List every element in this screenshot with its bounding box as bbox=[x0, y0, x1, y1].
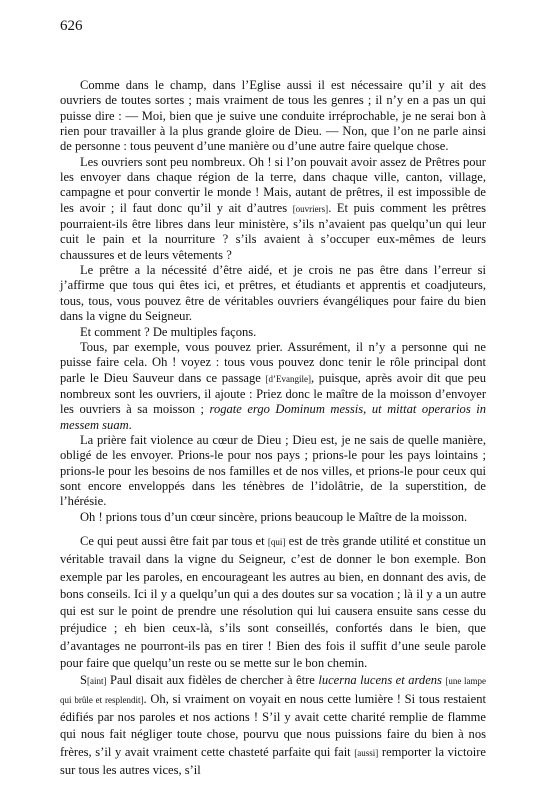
body-text bbox=[60, 78, 486, 779]
paragraph bbox=[60, 340, 486, 433]
editorial-insertion: [aussi] bbox=[354, 747, 379, 758]
page-number: 626 bbox=[60, 18, 83, 34]
latin-quote: rogate ergo Dominum messis, ut mittat operarios in messem suam bbox=[60, 402, 486, 432]
latin-quote: lucerna lucens et ardens bbox=[318, 673, 442, 688]
editorial-insertion: [une lampe qui brûle et resplendit] bbox=[60, 676, 487, 705]
text-run: Oh ! prions tous d’un cœur sincère, prions beaucoup le Maître de la moisson. bbox=[80, 509, 468, 524]
text-run: La prière fait violence au cœur de Dieu ; Dieu est, je ne sais de quelle manière, obligé de les envoyer. Prions-le pour nos pays ; prions-le pour les pays lointains ; prions-le pour les besoins de nos familles et de nos villes, et prions-le pour ceux qui sont encore enveloppés dans les ténèbres de l’idolâtrie, de la superstition, de l’hérésie. bbox=[60, 432, 486, 509]
paragraph bbox=[60, 510, 486, 525]
paragraph bbox=[60, 155, 486, 263]
editorial-insertion: [aint] bbox=[86, 676, 107, 687]
paragraph bbox=[60, 78, 486, 155]
text-run: , puisque, après avoir dit que peu nombreux sont les ouvriers, il ajoute : Priez donc le maître de la moisson d’envoyer les ouvriers à sa moisson ; bbox=[60, 370, 486, 417]
editorial-insertion: [d’Evangile] bbox=[265, 373, 311, 384]
text-run: Ce qui peut aussi être fait par tous et bbox=[80, 533, 268, 548]
text-run: Tous, par exemple, vous pouvez prier. Assurément, il n’y a personne qui ne puisse faire cela. Oh ! voyez : tous vous pouvez donc tenir le rôle principal dont parle le Dieu Sauveur dans ce passage bbox=[60, 339, 486, 385]
text-run: est de très grande utilité et constitue un véritable travail dans la vigne du Seigneur, c’est de donner le bon exemple. Bon exemple par les paroles, en encourageant les autres au bien, en donnant des avis, de bons conseils. Ici il y a quelqu’un qui a des doutes sur sa vocation ; là il y a un autre qui est sur le point de prendre une résolution qui lui causera ensuite sans cesse du préjudice ; eh bien ceux-là, s’ils sont conseillés, confortés dans le bien, que d’avantages ne pourront-ils pas en tirer ! Bien des fois il suffit d’une seule parole pour faire que quelqu’un reste ou se mette sur le bon chemin. bbox=[60, 533, 486, 671]
editorial-insertion: [ouvriers] bbox=[292, 203, 329, 214]
paragraph bbox=[60, 325, 486, 340]
paragraph bbox=[60, 672, 486, 779]
text-run: Le prêtre a la nécessité d’être aidé, et je crois ne pas être dans l’erreur si j’affirme que tous qui êtes ici, et prêtres, et étudiants et apprentis et coadjuteurs, tous, tous, vous pouvez être de véritables ouvriers évangéliques pour faire du bien dans la vigne du Seigneur. bbox=[60, 263, 486, 324]
text-run: remporter la victoire sur tous les autres vices, s’il bbox=[60, 744, 486, 777]
paragraph bbox=[60, 263, 486, 324]
text-run: . Oh, si vraiment on voyait en nous cette lumière ! Si tous restaient édifiés par nos paroles et nos actions ! S’il y avait cette charité remplie de flamme qui nous fait négliger toute chose, pourvu que nous puissions faire du bien à nos frères, s’il y avait vraiment cette chasteté parfaite qui fait bbox=[60, 691, 486, 759]
text-run: Les ouvriers sont peu nombreux. Oh ! si l’on pouvait avoir assez de Prêtres pour les envoyer dans chaque région de la terre, dans chaque ville, canton, village, campagne et pour convertir le monde ! Mais, autant de prêtres, il est impossible de les avoir ; il faut donc qu’il y ait d’autres bbox=[60, 154, 486, 215]
editorial-insertion: [qui] bbox=[267, 536, 286, 547]
text-run: Paul disait aux fidèles de chercher à être bbox=[106, 673, 319, 688]
text-run: S bbox=[80, 673, 87, 688]
text-run: Comme dans le champ, dans l’Eglise aussi il est nécessaire qu’il y ait des ouvriers de toutes sortes ; mais vraiment de tous les genres ; il n’y en a pas un qui puisse dire : — Moi, bien que je suive une conduite irréprochable, je ne serai bon à rien pour travailler à la plus grande gloire de Dieu. — Non, que l’on ne parle ainsi de personne : tous peuvent d’une manière ou d’une autre faire quelque chose. bbox=[60, 78, 486, 154]
text-run: . bbox=[128, 417, 132, 432]
text-run: Et comment ? De multiples façons. bbox=[80, 324, 257, 339]
paragraph bbox=[60, 433, 486, 510]
paragraph bbox=[60, 533, 486, 672]
text-run: . Et puis comment les prêtres pourraient-ils être libres dans leur ministère, s’ils n’avaient pas quelqu’un qui leur cuit le pain et la nourriture ? s’ils avaient à s’occuper eux-mêmes de leurs chaussures et de leurs vêtements ? bbox=[60, 200, 486, 262]
